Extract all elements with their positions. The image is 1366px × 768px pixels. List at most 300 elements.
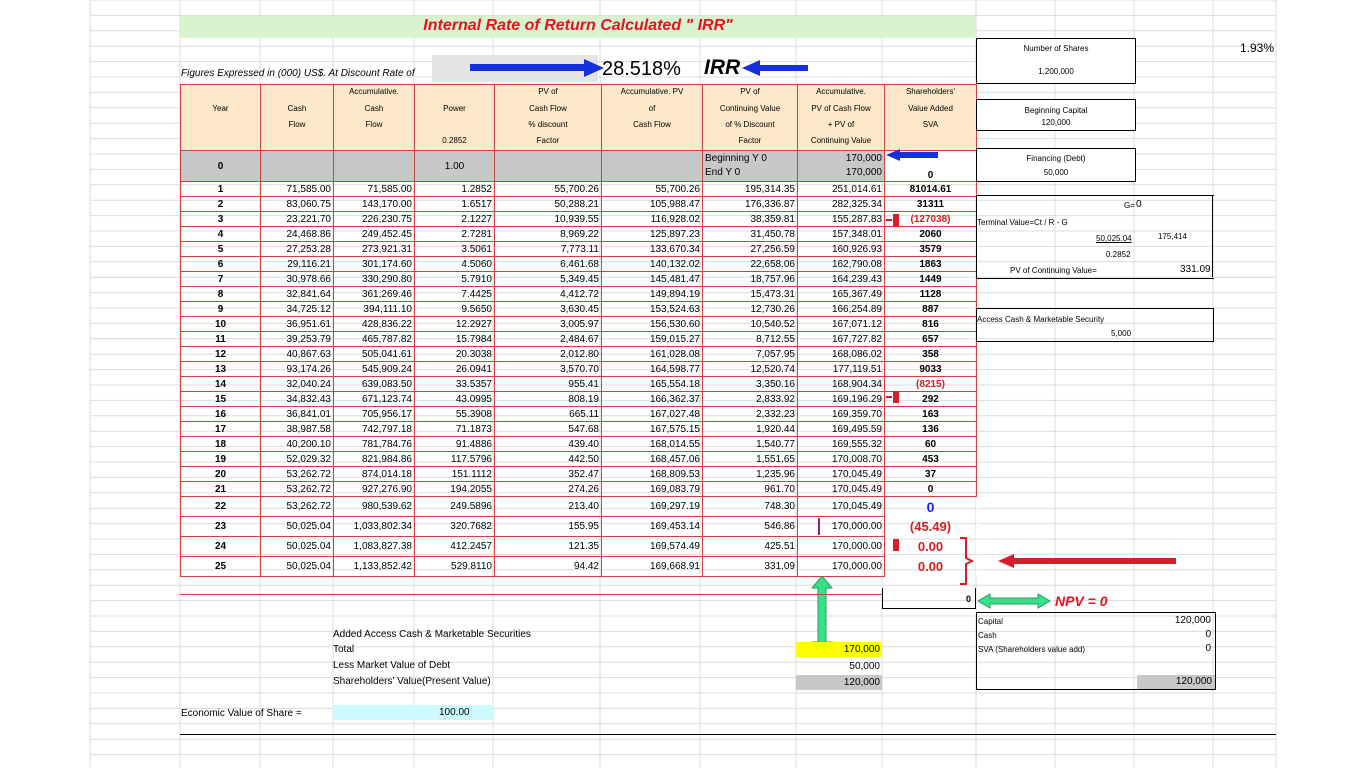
year-cell[interactable]: 9 [181, 302, 261, 317]
sva-cell[interactable]: 9033 [885, 362, 977, 377]
cash-flow-cell[interactable]: 93,174.26 [261, 362, 334, 377]
summary-value[interactable]: 0 [1205, 643, 1211, 654]
subtitle-discount-rate: Figures Expressed in (000) US$. At Discount Rate of [181, 68, 415, 79]
pv-cash-flow-cell[interactable]: 955.41 [495, 377, 602, 392]
table-row [181, 347, 977, 362]
cash-flow-cell[interactable]: 34,725.12 [261, 302, 334, 317]
header-line: Flow [365, 120, 383, 129]
pv-continuing-cell[interactable]: 331.09 [703, 557, 798, 577]
year-cell[interactable]: 21 [181, 482, 261, 497]
accum-cash-flow-cell[interactable]: 273,921.31 [334, 242, 415, 257]
power-cell[interactable]: 194.2055 [415, 482, 495, 497]
accum-cash-flow-cell[interactable]: 249,452.45 [334, 227, 415, 242]
accum-pv-cell[interactable]: 168,014.55 [602, 437, 703, 452]
terminal-numerator[interactable]: 50,025.04 [1096, 234, 1132, 243]
sva-cell[interactable]: 1128 [885, 287, 977, 302]
accum-pv-cell[interactable]: 149,894.19 [602, 287, 703, 302]
pv-continuing-cell[interactable]: 176,336.87 [703, 197, 798, 212]
accum-cash-flow-cell[interactable]: 1,083,827.38 [334, 537, 415, 557]
irr-table [180, 84, 977, 577]
pv-cash-flow-cell[interactable]: 7,773.11 [495, 242, 602, 257]
cash-flow-cell[interactable]: 83,060.75 [261, 197, 334, 212]
accum-pv-plus-cont-cell[interactable]: 157,348.01 [798, 227, 885, 242]
accum-pv-plus-cont-cell[interactable]: 160,926.93 [798, 242, 885, 257]
accum-cash-flow-cell[interactable]: 361,269.46 [334, 287, 415, 302]
pv-cash-flow-cell[interactable]: 3,570.70 [495, 362, 602, 377]
less-debt-cell[interactable] [796, 659, 882, 674]
accum-pv-cell[interactable]: 164,598.77 [602, 362, 703, 377]
economic-value-label: Economic Value of Share = [181, 708, 302, 719]
accum-cash-flow-cell[interactable]: 671,123.74 [334, 392, 415, 407]
accum-pv-plus-cont-cell[interactable]: 155,287.83 [798, 212, 885, 227]
accum-pv-plus-cont-cell[interactable]: 165,367.49 [798, 287, 885, 302]
total-value-cell[interactable] [796, 642, 882, 657]
cash-flow-cell[interactable]: 52,029.32 [261, 452, 334, 467]
pv-cash-flow-cell[interactable]: 665.11 [495, 407, 602, 422]
power-cell[interactable]: 91.4886 [415, 437, 495, 452]
year-cell[interactable]: 6 [181, 257, 261, 272]
npv-label: NPV = 0 [1055, 593, 1108, 609]
year-cell[interactable]: 19 [181, 452, 261, 467]
power-cell[interactable]: 320.7682 [415, 517, 495, 537]
cash-flow-cell[interactable]: 40,200.10 [261, 437, 334, 452]
header-cell[interactable] [798, 85, 885, 151]
accum-pv-cell[interactable]: 161,028.08 [602, 347, 703, 362]
pv-continuing-cell[interactable]: 38,359.81 [703, 212, 798, 227]
year-0-cell[interactable]: 0 [181, 151, 261, 182]
year-cell[interactable]: 20 [181, 467, 261, 482]
sva-cell[interactable]: 816 [885, 317, 977, 332]
debt-box[interactable] [976, 148, 1136, 182]
pv-cash-flow-cell[interactable]: 10,939.55 [495, 212, 602, 227]
pv-continuing-cell[interactable]: 12,520.74 [703, 362, 798, 377]
pv-continuing-cell[interactable]: 10,540.52 [703, 317, 798, 332]
header-line: Year [212, 104, 229, 113]
pv-continuing-cell[interactable]: 1,235.96 [703, 467, 798, 482]
pv-continuing-cell[interactable]: 15,473.31 [703, 287, 798, 302]
accum-pv-cell[interactable]: 105,988.47 [602, 197, 703, 212]
accum-pv-cell[interactable]: 169,297.19 [602, 497, 703, 517]
cash-flow-cell[interactable]: 24,468.86 [261, 227, 334, 242]
accum-pv-cell[interactable]: 169,083.79 [602, 482, 703, 497]
power-cell[interactable]: 5.7910 [415, 272, 495, 287]
pv-cash-flow-cell[interactable]: 808.19 [495, 392, 602, 407]
power-cell[interactable]: 249.5896 [415, 497, 495, 517]
end-value: 170,000 [845, 167, 882, 178]
header-line [183, 85, 258, 102]
sva-cell[interactable]: 657 [885, 332, 977, 347]
sva-cell[interactable]: 2060 [885, 227, 977, 242]
accum-cash-flow-cell[interactable]: 301,174.60 [334, 257, 415, 272]
accum-cash-flow-cell[interactable]: 742,797.18 [334, 422, 415, 437]
header-line [183, 118, 258, 134]
year-cell[interactable]: 2 [181, 197, 261, 212]
accum-pv-plus-cont-cell[interactable]: 162,790.08 [798, 257, 885, 272]
accum-pv-plus-cont-cell[interactable]: 169,555.32 [798, 437, 885, 452]
sva-cell[interactable]: 453 [885, 452, 977, 467]
sva-cell[interactable]: 31311 [885, 197, 977, 212]
accum-pv-plus-cont-cell[interactable]: 251,014.61 [798, 182, 885, 197]
table-row [181, 302, 977, 317]
power-cell[interactable]: 55.3908 [415, 407, 495, 422]
accum-pv-cell[interactable]: 125,897.23 [602, 227, 703, 242]
header-line: Factor [536, 136, 560, 145]
pv-continuing-cell[interactable]: 3,350.16 [703, 377, 798, 392]
economic-value-cell[interactable] [333, 705, 493, 720]
pv-continuing-cell[interactable]: 1,540.77 [703, 437, 798, 452]
accum-pv-plus-cont-cell[interactable]: 169,359.70 [798, 407, 885, 422]
header-cell[interactable] [602, 85, 703, 151]
accum-cash-flow-cell[interactable]: 394,111.10 [334, 302, 415, 317]
pv-cash-flow-cell[interactable]: 55,700.26 [495, 182, 602, 197]
shareholders-value: 120,000 [843, 677, 880, 688]
cash-flow-cell[interactable]: 36,841.01 [261, 407, 334, 422]
summary-value[interactable]: 0 [1205, 629, 1211, 640]
terminal-result[interactable]: 175,414 [1158, 232, 1187, 241]
power-cell[interactable]: 1.6517 [415, 197, 495, 212]
sva-cell[interactable]: (45.49) [885, 517, 977, 537]
year-cell[interactable]: 7 [181, 272, 261, 287]
accum-cash-flow-cell[interactable]: 781,784.76 [334, 437, 415, 452]
pv-continuing-cell[interactable]: 546.86 [703, 517, 798, 537]
year-cell[interactable]: 16 [181, 407, 261, 422]
year-cell[interactable]: 12 [181, 347, 261, 362]
accum-pv-plus-cont-cell[interactable]: 166,254.89 [798, 302, 885, 317]
pv-continuing-cell[interactable]: 7,057.95 [703, 347, 798, 362]
cash-flow-cell[interactable]: 29,116.21 [261, 257, 334, 272]
pv-cash-flow-cell[interactable]: 3,005.97 [495, 317, 602, 332]
sva-cell[interactable]: 887 [885, 302, 977, 317]
accum-cash-flow-cell[interactable]: 639,083.50 [334, 377, 415, 392]
header-line [263, 85, 331, 102]
accum-pv-plus-cont-cell[interactable]: 282,325.34 [798, 197, 885, 212]
summary-label: Cash [978, 631, 997, 640]
header-line: Accumulative. [816, 87, 866, 96]
sva-0-cell[interactable]: 0 [885, 151, 977, 182]
accum-cash-flow-cell[interactable]: 226,230.75 [334, 212, 415, 227]
header-line: Accumulative. PV [620, 87, 684, 96]
accum-pv-plus-cont-cell[interactable]: 170,000.00 [798, 537, 885, 557]
header-cell[interactable] [703, 85, 798, 151]
accum-pv-cell[interactable]: 133,670.34 [602, 242, 703, 257]
capital-box[interactable] [976, 99, 1136, 131]
accum-cash-flow-cell[interactable]: 1,133,852.42 [334, 557, 415, 577]
accum-pv-cell[interactable]: 165,554.18 [602, 377, 703, 392]
year-cell[interactable]: 3 [181, 212, 261, 227]
accum-pv-cell[interactable]: 168,457.06 [602, 452, 703, 467]
pv-cash-flow-cell[interactable]: 8,969.22 [495, 227, 602, 242]
power-cell[interactable]: 151.1112 [415, 467, 495, 482]
year-cell[interactable]: 18 [181, 437, 261, 452]
power-cell[interactable]: 26.0941 [415, 362, 495, 377]
accum-pv-plus-cont-cell[interactable]: 169,495.59 [798, 422, 885, 437]
header-cell[interactable] [495, 85, 602, 151]
cash-flow-cell[interactable]: 32,040.24 [261, 377, 334, 392]
year-cell[interactable]: 13 [181, 362, 261, 377]
power-cell[interactable]: 43.0995 [415, 392, 495, 407]
cash-flow-cell[interactable]: 71,585.00 [261, 182, 334, 197]
pv-cash-flow-cell[interactable]: 2,484.67 [495, 332, 602, 347]
accum-pv-plus-cont-cell[interactable]: 168,904.34 [798, 377, 885, 392]
pv-cash-flow-cell[interactable]: 3,630.45 [495, 302, 602, 317]
year-cell[interactable]: 17 [181, 422, 261, 437]
accum-cash-flow-cell[interactable]: 71,585.00 [334, 182, 415, 197]
sva-cell[interactable]: 1449 [885, 272, 977, 287]
sva-cell[interactable]: 0.00 [885, 537, 977, 557]
pv-cash-flow-cell[interactable]: 5,349.45 [495, 272, 602, 287]
sva-cell[interactable]: 0 [885, 482, 977, 497]
power-cell[interactable]: 2.7281 [415, 227, 495, 242]
accum-cash-flow-cell[interactable]: 330,290.80 [334, 272, 415, 287]
pv-cash-flow-cell[interactable]: 2,012.80 [495, 347, 602, 362]
cash-flow-cell[interactable]: 23,221.70 [261, 212, 334, 227]
sva-cell[interactable]: 1863 [885, 257, 977, 272]
begin-end-cell[interactable] [703, 151, 798, 182]
accum-pv-cell[interactable]: 169,453.14 [602, 517, 703, 537]
pv-cash-flow-cell[interactable]: 274.26 [495, 482, 602, 497]
accum-pv-plus-cont-cell[interactable]: 169,196.29 [798, 392, 885, 407]
pv-cash-flow-cell[interactable]: 439.40 [495, 437, 602, 452]
pv-continuing-cell[interactable]: 961.70 [703, 482, 798, 497]
accum-cash-flow-cell[interactable]: 143,170.00 [334, 197, 415, 212]
pv-continuing-cell[interactable]: 195,314.35 [703, 182, 798, 197]
table-row [181, 437, 977, 452]
year-cell[interactable]: 24 [181, 537, 261, 557]
cash-flow-cell[interactable]: 53,262.72 [261, 467, 334, 482]
accum-cash-flow-cell[interactable]: 874,014.18 [334, 467, 415, 482]
accum-cash-flow-cell[interactable]: 980,539.62 [334, 497, 415, 517]
year-cell[interactable]: 23 [181, 517, 261, 537]
accum-pv-cell[interactable]: 159,015.27 [602, 332, 703, 347]
power-cell[interactable]: 9.5650 [415, 302, 495, 317]
header-cell[interactable] [885, 85, 977, 151]
accum-pv-cell[interactable]: 168,809.53 [602, 467, 703, 482]
year-cell[interactable]: 14 [181, 377, 261, 392]
debt-value: 50,000 [1043, 168, 1069, 177]
sva-cell[interactable]: 358 [885, 347, 977, 362]
accum-cash-flow-cell[interactable]: 1,033,802.34 [334, 517, 415, 537]
accum-pv-cell[interactable]: 116,928.02 [602, 212, 703, 227]
power-cell[interactable]: 7.4425 [415, 287, 495, 302]
pv-cash-flow-cell[interactable]: 94.42 [495, 557, 602, 577]
year-cell[interactable]: 1 [181, 182, 261, 197]
power-cell[interactable]: 529.8110 [415, 557, 495, 577]
empty-cell[interactable] [602, 151, 703, 182]
power-0-cell[interactable]: 1.00 [415, 151, 495, 182]
pv-continuing-cell[interactable]: 425.51 [703, 537, 798, 557]
year-cell[interactable]: 4 [181, 227, 261, 242]
cash-flow-cell[interactable]: 30,978.66 [261, 272, 334, 287]
pv-continuing-cell[interactable]: 2,332.23 [703, 407, 798, 422]
empty-cell[interactable] [334, 151, 415, 182]
shareholders-value-label: Shareholders' Value(Present Value) [333, 676, 491, 687]
pv-continuing-cell[interactable]: 22,658.06 [703, 257, 798, 272]
header-line [263, 134, 331, 150]
shareholders-value-cell[interactable] [796, 675, 882, 690]
pv-cash-flow-cell[interactable]: 4,412.72 [495, 287, 602, 302]
access-cash-box[interactable] [976, 308, 1214, 342]
npv-cell[interactable] [882, 588, 976, 609]
accum-pv-plus-cont-cell[interactable]: 170,000.00 [798, 557, 885, 577]
power-cell[interactable]: 3.5061 [415, 242, 495, 257]
empty-cell[interactable] [495, 151, 602, 182]
cash-flow-cell[interactable]: 27,253.28 [261, 242, 334, 257]
pv-cash-flow-cell[interactable]: 442.50 [495, 452, 602, 467]
sva-cell[interactable]: 136 [885, 422, 977, 437]
summary-value[interactable]: 120,000 [1174, 615, 1211, 626]
accum-pv-plus-cont-cell[interactable]: 167,727.82 [798, 332, 885, 347]
pv-continuing-cell[interactable]: 27,256.59 [703, 242, 798, 257]
cash-flow-cell[interactable]: 50,025.04 [261, 557, 334, 577]
sva-cell[interactable]: 0.00 [885, 557, 977, 577]
accum-pv-cell[interactable]: 167,575.15 [602, 422, 703, 437]
accum-pv-cell[interactable]: 55,700.26 [602, 182, 703, 197]
pv-cash-flow-cell[interactable]: 121.35 [495, 537, 602, 557]
sva-cell[interactable]: 37 [885, 467, 977, 482]
accum-cash-flow-cell[interactable]: 505,041.61 [334, 347, 415, 362]
pv-cash-flow-cell[interactable]: 352.47 [495, 467, 602, 482]
sva-cell[interactable]: 163 [885, 407, 977, 422]
pv-continuing-cell[interactable]: 1,920.44 [703, 422, 798, 437]
accum-pv-cell[interactable]: 153,524.63 [602, 302, 703, 317]
pv-continuing-cell[interactable]: 2,833.92 [703, 392, 798, 407]
sva-cell[interactable]: (127038) [885, 212, 977, 227]
access-cash-value: 5,000 [1111, 329, 1132, 338]
cash-flow-cell[interactable]: 32,841.64 [261, 287, 334, 302]
cash-flow-cell[interactable]: 50,025.04 [261, 517, 334, 537]
pv-cash-flow-cell[interactable]: 547.68 [495, 422, 602, 437]
accum-pv-plus-cont-cell[interactable]: 177,119.51 [798, 362, 885, 377]
accum-pv-plus-cont-cell[interactable]: 170,000.00 [798, 517, 885, 537]
cash-flow-cell[interactable]: 53,262.72 [261, 497, 334, 517]
cash-flow-cell[interactable]: 53,262.72 [261, 482, 334, 497]
header-cell[interactable] [334, 85, 415, 151]
accum-pv-plus-cont-cell[interactable]: 170,045.49 [798, 497, 885, 517]
year-cell[interactable]: 5 [181, 242, 261, 257]
accum-cash-flow-cell[interactable]: 821,984.86 [334, 452, 415, 467]
year-cell[interactable]: 15 [181, 392, 261, 407]
pv-continuing-value[interactable]: 331.09 [1180, 264, 1211, 275]
terminal-rate[interactable]: 0.2852 [1106, 250, 1131, 259]
g-value[interactable]: 0 [1136, 199, 1142, 210]
sva-cell[interactable]: 81014.61 [885, 182, 977, 197]
header-line [417, 85, 492, 102]
brace-icon [958, 536, 974, 586]
cash-flow-cell[interactable]: 39,253.79 [261, 332, 334, 347]
header-line: Cash Flow [633, 120, 671, 129]
accum-pv-plus-cont-cell[interactable]: 170,008.70 [798, 452, 885, 467]
accum-cash-flow-cell[interactable]: 428,836.22 [334, 317, 415, 332]
summary-total-cell[interactable] [1137, 675, 1215, 689]
accum-pv-cell[interactable]: 145,481.47 [602, 272, 703, 287]
pv-continuing-cell[interactable]: 8,712.55 [703, 332, 798, 347]
accum-cash-flow-cell[interactable]: 927,276.90 [334, 482, 415, 497]
g-label: G= [1124, 201, 1135, 210]
irr-value[interactable]: 28.518% [602, 58, 681, 80]
power-cell[interactable]: 33.5357 [415, 377, 495, 392]
pv-continuing-cell[interactable]: 1,551.65 [703, 452, 798, 467]
header-cell[interactable] [415, 85, 495, 151]
pv-continuing-cell[interactable]: 31,450.78 [703, 227, 798, 242]
cash-flow-cell[interactable]: 38,987.58 [261, 422, 334, 437]
pv-continuing-cell[interactable]: 18,757.96 [703, 272, 798, 287]
pv-cash-flow-cell[interactable]: 155.95 [495, 517, 602, 537]
power-cell[interactable]: 4.5060 [415, 257, 495, 272]
header-line: of [648, 104, 656, 113]
accum-pv-cell[interactable]: 169,668.91 [602, 557, 703, 577]
power-cell[interactable]: 20.3038 [415, 347, 495, 362]
pv-cash-flow-cell[interactable]: 50,288.21 [495, 197, 602, 212]
power-cell[interactable]: 15.7984 [415, 332, 495, 347]
pv-continuing-cell[interactable]: 12,730.26 [703, 302, 798, 317]
power-cell[interactable]: 2.1227 [415, 212, 495, 227]
begin-end-values-cell[interactable] [798, 151, 885, 182]
power-cell[interactable]: 12.2927 [415, 317, 495, 332]
cash-flow-cell[interactable]: 36,951.61 [261, 317, 334, 332]
header-line: 0.2852 [442, 136, 467, 145]
year-cell[interactable]: 10 [181, 317, 261, 332]
shares-box[interactable] [976, 38, 1136, 84]
empty-cell[interactable] [261, 151, 334, 182]
sva-cell[interactable]: 3579 [885, 242, 977, 257]
cash-flow-cell[interactable]: 50,025.04 [261, 537, 334, 557]
accum-cash-flow-cell[interactable]: 545,909.24 [334, 362, 415, 377]
power-cell[interactable]: 412.2457 [415, 537, 495, 557]
power-cell[interactable]: 1.2852 [415, 182, 495, 197]
year-cell[interactable]: 11 [181, 332, 261, 347]
sva-cell[interactable]: (8215) [885, 377, 977, 392]
cash-flow-cell[interactable]: 40,867.63 [261, 347, 334, 362]
accum-pv-cell[interactable]: 167,027.48 [602, 407, 703, 422]
arrow-left-icon [742, 58, 810, 78]
accum-pv-plus-cont-cell[interactable]: 167,071.12 [798, 317, 885, 332]
sva-cell[interactable]: 292 [885, 392, 977, 407]
top-right-percent[interactable]: 1.93% [1239, 41, 1274, 55]
header-line: PV of Cash Flow [811, 104, 871, 113]
accum-pv-plus-cont-cell[interactable]: 168,086.02 [798, 347, 885, 362]
accum-pv-cell[interactable]: 166,362.37 [602, 392, 703, 407]
table-row [181, 517, 977, 537]
table-row [181, 317, 977, 332]
accum-cash-flow-cell[interactable]: 465,787.82 [334, 332, 415, 347]
accum-cash-flow-cell[interactable]: 705,956.17 [334, 407, 415, 422]
pv-continuing-cell[interactable]: 748.30 [703, 497, 798, 517]
header-line: Cash [287, 104, 307, 113]
table-row [181, 452, 977, 467]
purple-marker-icon [817, 518, 823, 536]
accum-pv-cell[interactable]: 140,132.02 [602, 257, 703, 272]
header-cell[interactable] [181, 85, 261, 151]
pv-cash-flow-cell[interactable]: 6,461.68 [495, 257, 602, 272]
year-cell[interactable]: 8 [181, 287, 261, 302]
header-cell[interactable] [261, 85, 334, 151]
bottom-rule [180, 734, 1276, 735]
accum-pv-plus-cont-cell[interactable]: 170,045.49 [798, 482, 885, 497]
sva-cell[interactable]: 60 [885, 437, 977, 452]
accum-pv-plus-cont-cell[interactable]: 164,239.43 [798, 272, 885, 287]
power-cell[interactable]: 117.5796 [415, 452, 495, 467]
accum-pv-cell[interactable]: 156,530.60 [602, 317, 703, 332]
cash-flow-cell[interactable]: 34,832.43 [261, 392, 334, 407]
year-cell[interactable]: 25 [181, 557, 261, 577]
pv-cash-flow-cell[interactable]: 213.40 [495, 497, 602, 517]
table-row [181, 557, 977, 577]
year-cell[interactable]: 22 [181, 497, 261, 517]
accum-pv-plus-cont-cell[interactable]: 170,045.49 [798, 467, 885, 482]
sva-cell[interactable]: 0 [885, 497, 977, 517]
accum-pv-cell[interactable]: 169,574.49 [602, 537, 703, 557]
power-cell[interactable]: 71.1873 [415, 422, 495, 437]
